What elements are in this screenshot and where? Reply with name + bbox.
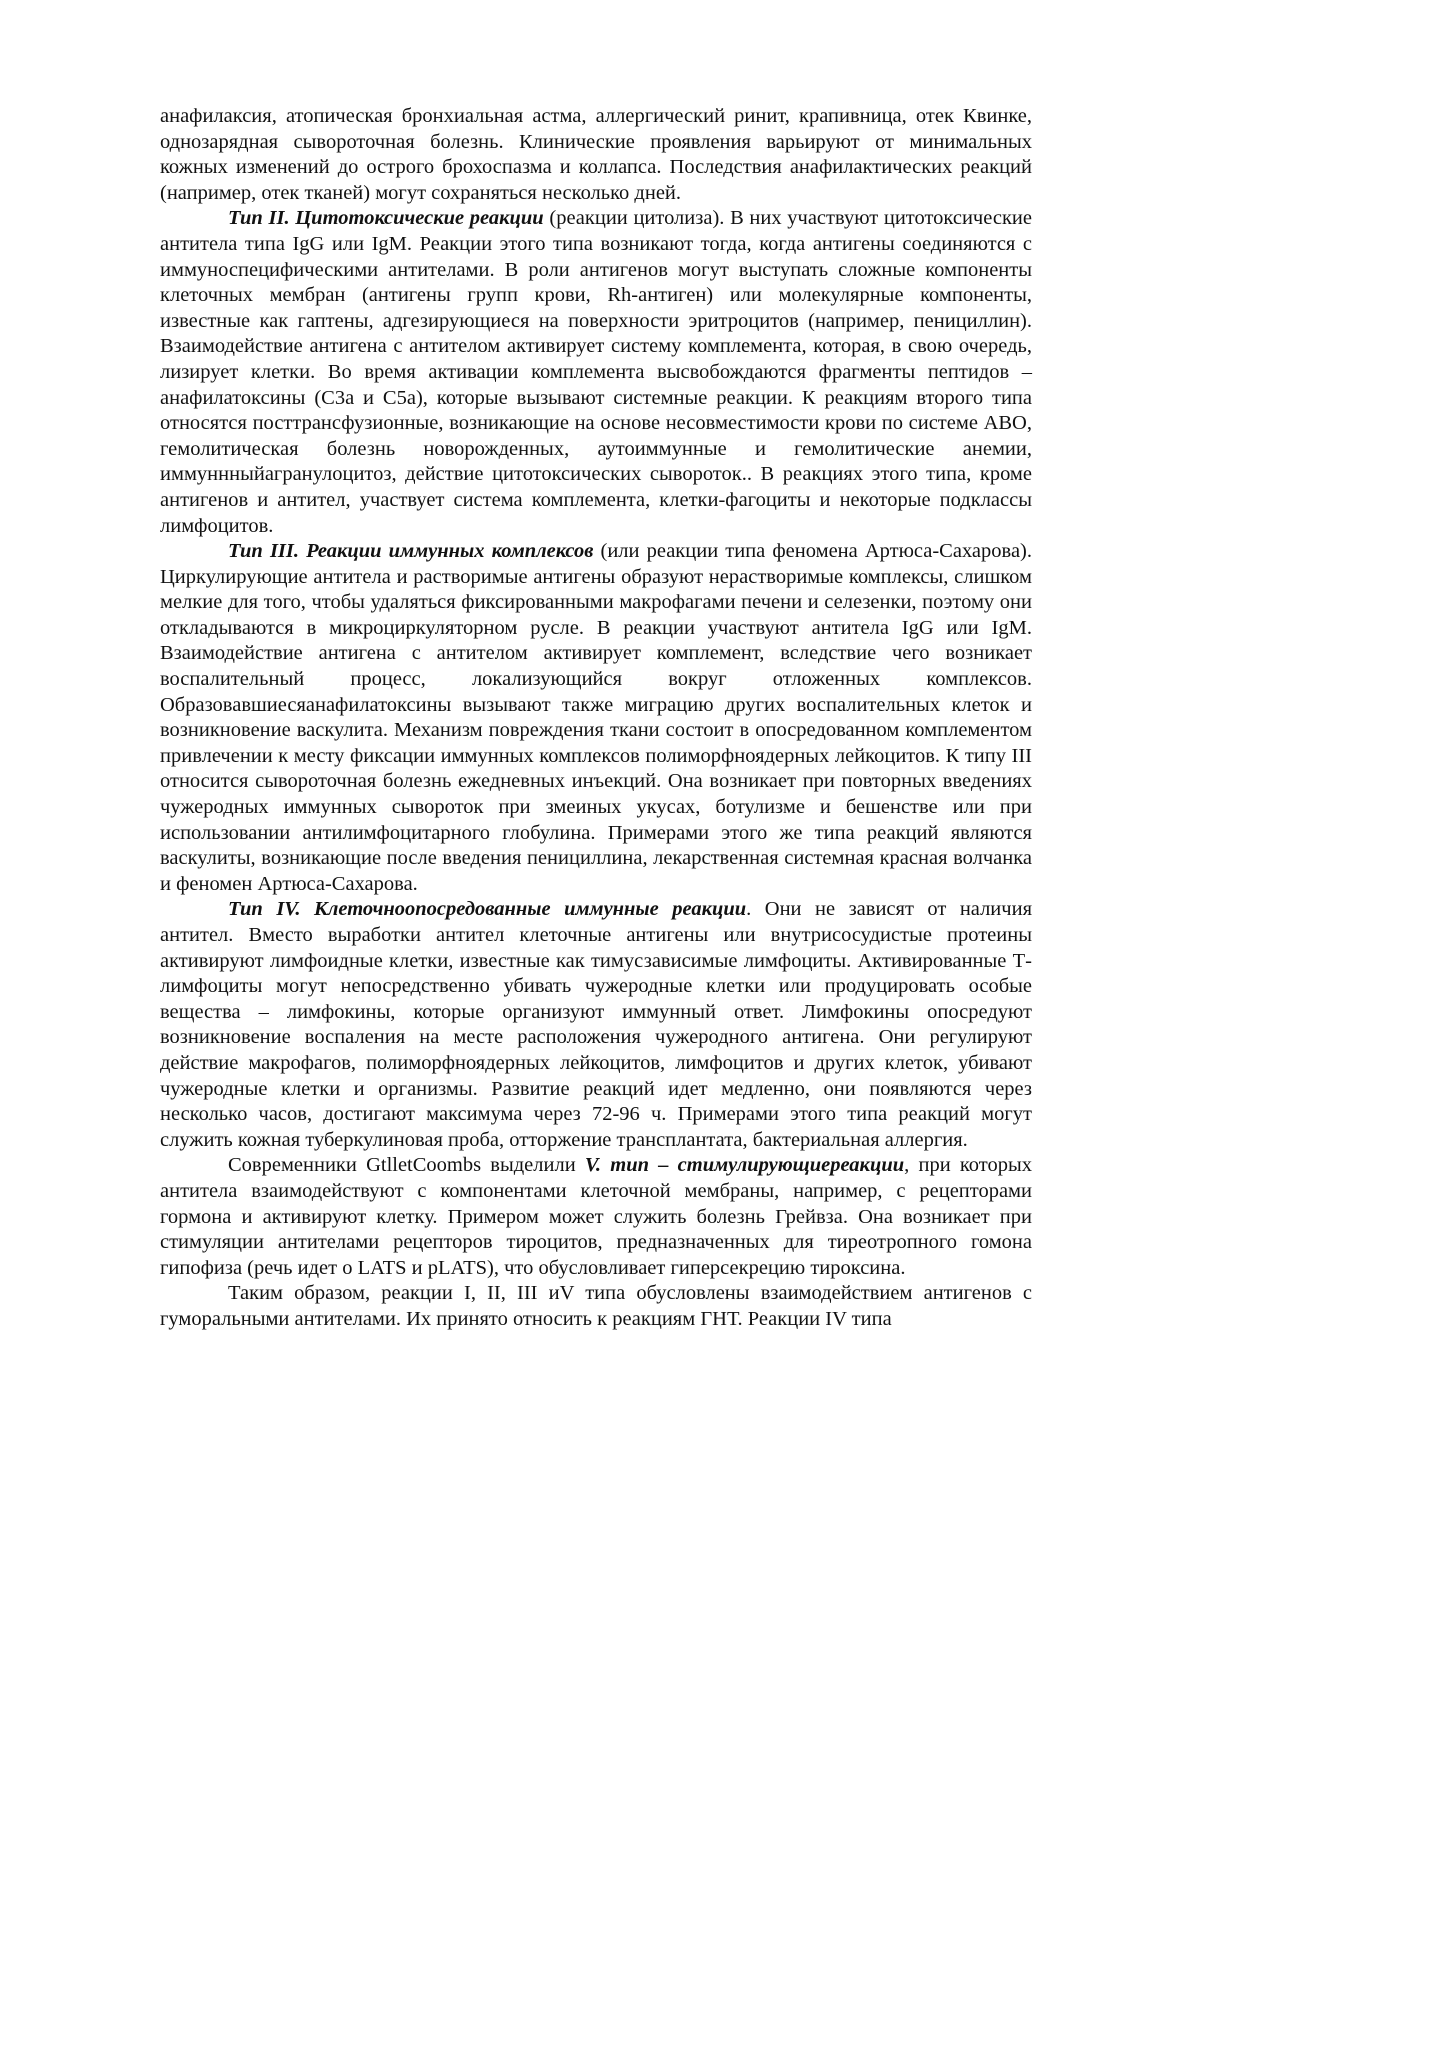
paragraph-anaphylaxis-continuation (160, 104, 1032, 206)
paragraph-type-4 (160, 897, 1032, 1153)
section-heading-type-2: Тип II. Цитотоксические реакции (228, 207, 544, 230)
section-heading-type-4: Тип IV. Клеточноопосредованные иммунные реакции (228, 898, 747, 921)
paragraph-type-3 (160, 539, 1032, 897)
paragraph-text: анафилаксия, атопическая бронхиальная астма, аллергический ринит, крапивница, отек Квинке, однозарядная сывороточная болезнь. Клинические проявления варьируют от минимальных кожных изменений до острого брохоспазма и коллапса. Последствия анафилактических реакций (например, отек тканей) могут сохраняться несколько дней. (160, 105, 1032, 204)
paragraph-summary (160, 1281, 1032, 1332)
paragraph-text: Таким образом, реакции I, II, III иV типа обусловлены взаимодействием антигенов с гуморальными антителами. Их принято относить к реакциям ГНТ. Реакции IV типа (160, 1282, 1032, 1330)
document-page (160, 104, 1032, 1333)
paragraph-type-2 (160, 206, 1032, 539)
section-heading-type-5: V. тип – стимулирующиереакции (584, 1154, 905, 1177)
section-heading-type-3: Тип III. Реакции иммунных комплексов (228, 540, 594, 563)
paragraph-prefix: Современники GtlletCoombs выделили (228, 1154, 585, 1177)
paragraph-text: , при которых антитела взаимодействуют с компонентами клеточной мембраны, например, с рецепторами гормона и активируют клетку. Примером может служить болезнь Грейвза. Она возникает при стимуляции антителами рецепторов тироцитов, предназначенных для тиреотропного гомона гипофиза (речь идет о LATS и pLATS), что обусловливает гиперсекрецию тироксина. (160, 1154, 1032, 1279)
paragraph-type-5 (160, 1153, 1032, 1281)
paragraph-text: . Они не зависят от наличия антител. Вместо выработки антител клеточные антигены или внутрисосудистые протеины активируют лимфоидные клетки, известные как тимусзависимые лимфоциты. Активированные Т-лимфоциты могут непосредственно убивать чужеродные клетки или продуцировать особые вещества – лимфокины, которые организуют иммунный ответ. Лимфокины опосредуют возникновение воспаления на месте расположения чужеродного антигена. Они регулируют действие макрофагов, полиморфноядерных лейкоцитов, лимфоцитов и других клеток, убивают чужеродные клетки и организмы. Развитие реакций идет медленно, они появляются через несколько часов, достигают максимума через 72-96 ч. Примерами этого типа реакций могут служить кожная туберкулиновая проба, отторжение трансплантата, бактериальная аллергия. (160, 898, 1032, 1151)
paragraph-text: (или реакции типа феномена Артюса-Сахарова). Циркулирующие антитела и растворимые антигены образуют нерастворимые комплексы, слишком мелкие для того, чтобы удаляться фиксированными макрофагами печени и селезенки, поэтому они откладываются в микроциркуляторном русле. В реакции участвуют антитела IgG или IgM. Взаимодействие антигена с антителом активирует комплемент, вследствие чего возникает воспалительный процесс, локализующийся вокруг отложенных комплексов. Образовавшиесяанафилатоксины вызывают также миграцию других воспалительных клеток и возникновение васкулита. Механизм повреждения ткани состоит в опосредованном комплементом привлечении к месту фиксации иммунных комплексов полиморфноядерных лейкоцитов. К типу III относится сывороточная болезнь ежедневных инъекций. Она возникает при повторных введениях чужеродных иммунных сывороток при змеиных укусах, ботулизме и бешенстве или при использовании антилимфоцитарного глобулина. Примерами этого же типа реакций являются васкулиты, возникающие после введения пенициллина, лекарственная системная красная волчанка и феномен Артюса-Сахарова. (160, 540, 1032, 895)
paragraph-text: (реакции цитолиза). В них участвуют цитотоксические антитела типа IgG или IgM. Реакции этого типа возникают тогда, когда антигены соединяются с иммуноспецифическими антителами. В роли антигенов могут выступать сложные компоненты клеточных мембран (антигены групп крови, Rh-антиген) или молекулярные компоненты, известные как гаптены, адгезирующиеся на поверхности эритроцитов (например, пенициллин). Взаимодействие антигена с антителом активирует систему комплемента, которая, в свою очередь, лизирует клетки. Во время активации комплемента высвобождаются фрагменты пептидов – анафилатоксины (C3a и C5a), которые вызывают системные реакции. К реакциям второго типа относятся посттрансфузионные, возникающие на основе несовместимости крови по системе АВО, гемолитическая болезнь новорожденных, аутоиммунные и гемолитические анемии, иммуннныйагранулоцитоз, действие цитотоксических сывороток.. В реакциях этого типа, кроме антигенов и антител, участвует система комплемента, клетки-фагоциты и некоторые подклассы лимфоцитов. (160, 207, 1032, 537)
